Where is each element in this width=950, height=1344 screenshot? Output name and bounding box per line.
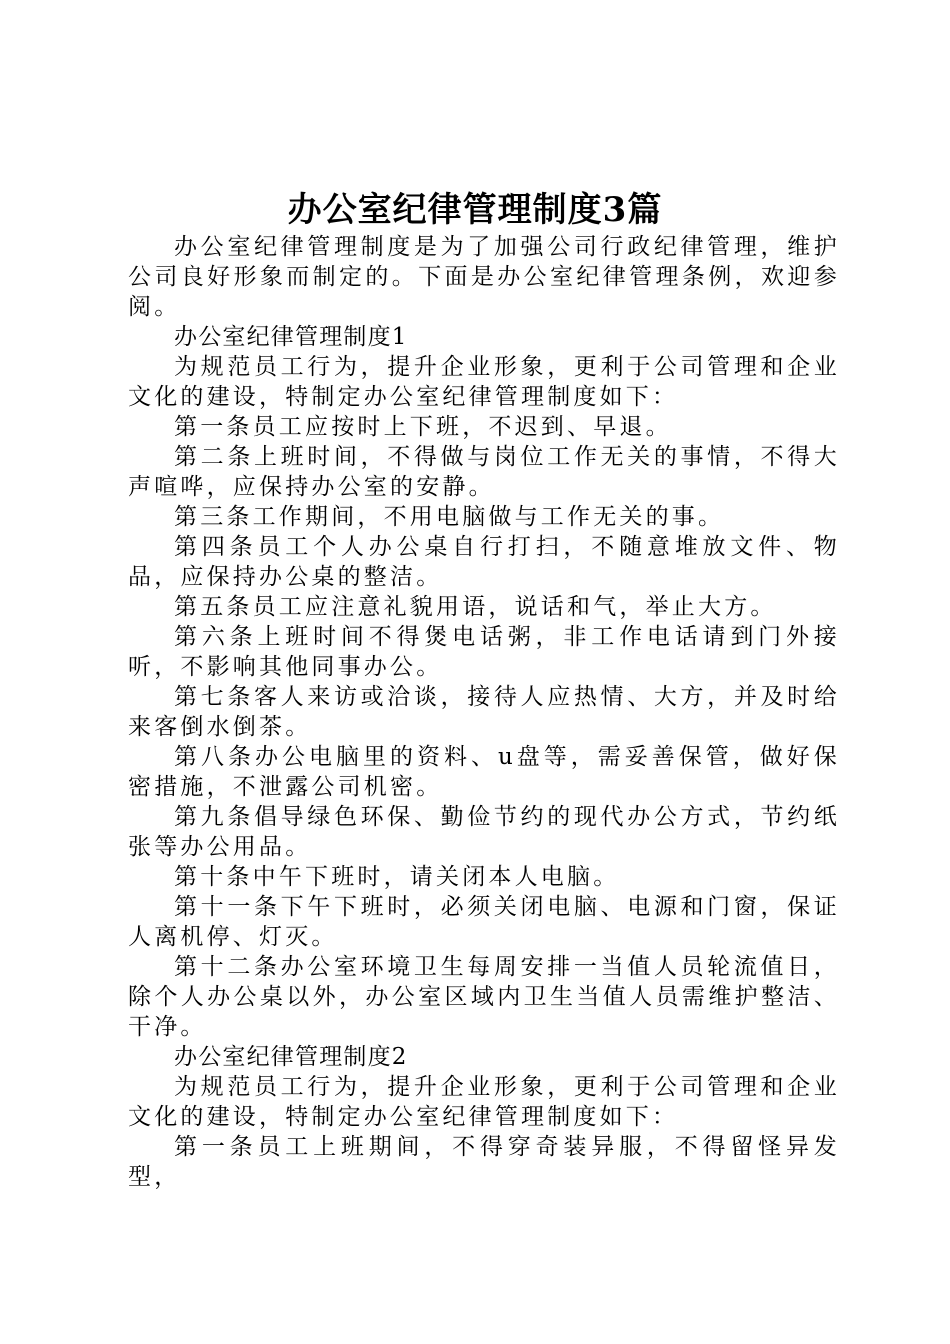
article-11: 第十一条下午下班时，必须关闭电脑、电源和门窗，保证人离机停、灯灭。 <box>128 894 840 950</box>
article-6: 第六条上班时间不得煲电话粥，非工作电话请到门外接听，不影响其他同事办公。 <box>128 624 840 680</box>
section-1-preamble: 为规范员工行为，提升企业形象，更利于公司管理和企业文化的建设，特制定办公室纪律管理制度如下： <box>128 354 840 410</box>
article-9: 第九条倡导绿色环保、勤俭节约的现代办公方式，节约纸张等办公用品。 <box>128 804 840 860</box>
article-5: 第五条员工应注意礼貌用语，说话和气，举止大方。 <box>174 594 777 620</box>
section-heading-2: 办公室纪律管理制度2 <box>174 1044 408 1070</box>
article-7: 第七条客人来访或洽谈，接待人应热情、大方，并及时给来客倒水倒茶。 <box>128 684 840 740</box>
article-3: 第三条工作期间，不用电脑做与工作无关的事。 <box>174 504 725 530</box>
article-8: 第八条办公电脑里的资料、u盘等，需妥善保管，做好保密措施，不泄露公司机密。 <box>128 744 840 800</box>
article-12: 第十二条办公室环境卫生每周安排一当值人员轮流值日，除个人办公桌以外，办公室区域内卫生当值人员需维护整洁、干净。 <box>128 954 840 1040</box>
article-1: 第一条员工应按时上下班，不迟到、早退。 <box>174 414 672 440</box>
article-2: 第二条上班时间，不得做与岗位工作无关的事情，不得大声喧哗，应保持办公室的安静。 <box>128 444 840 500</box>
article-10: 第十条中午下班时，请关闭本人电脑。 <box>174 864 620 890</box>
section-heading-1: 办公室纪律管理制度1 <box>174 324 408 350</box>
section-2-article-1: 第一条员工上班期间，不得穿奇装异服，不得留怪异发型， <box>128 1134 840 1190</box>
document-title: 办公室纪律管理制度3篇 <box>287 190 663 230</box>
section-2-preamble: 为规范员工行为，提升企业形象，更利于公司管理和企业文化的建设，特制定办公室纪律管理制度如下： <box>128 1074 840 1130</box>
document-body <box>128 232 840 1192</box>
article-4: 第四条员工个人办公桌自行打扫，不随意堆放文件、物品，应保持办公桌的整洁。 <box>128 534 840 590</box>
intro-paragraph: 办公室纪律管理制度是为了加强公司行政纪律管理，维护公司良好形象而制定的。下面是办公室纪律管理条例，欢迎参阅。 <box>128 234 840 320</box>
